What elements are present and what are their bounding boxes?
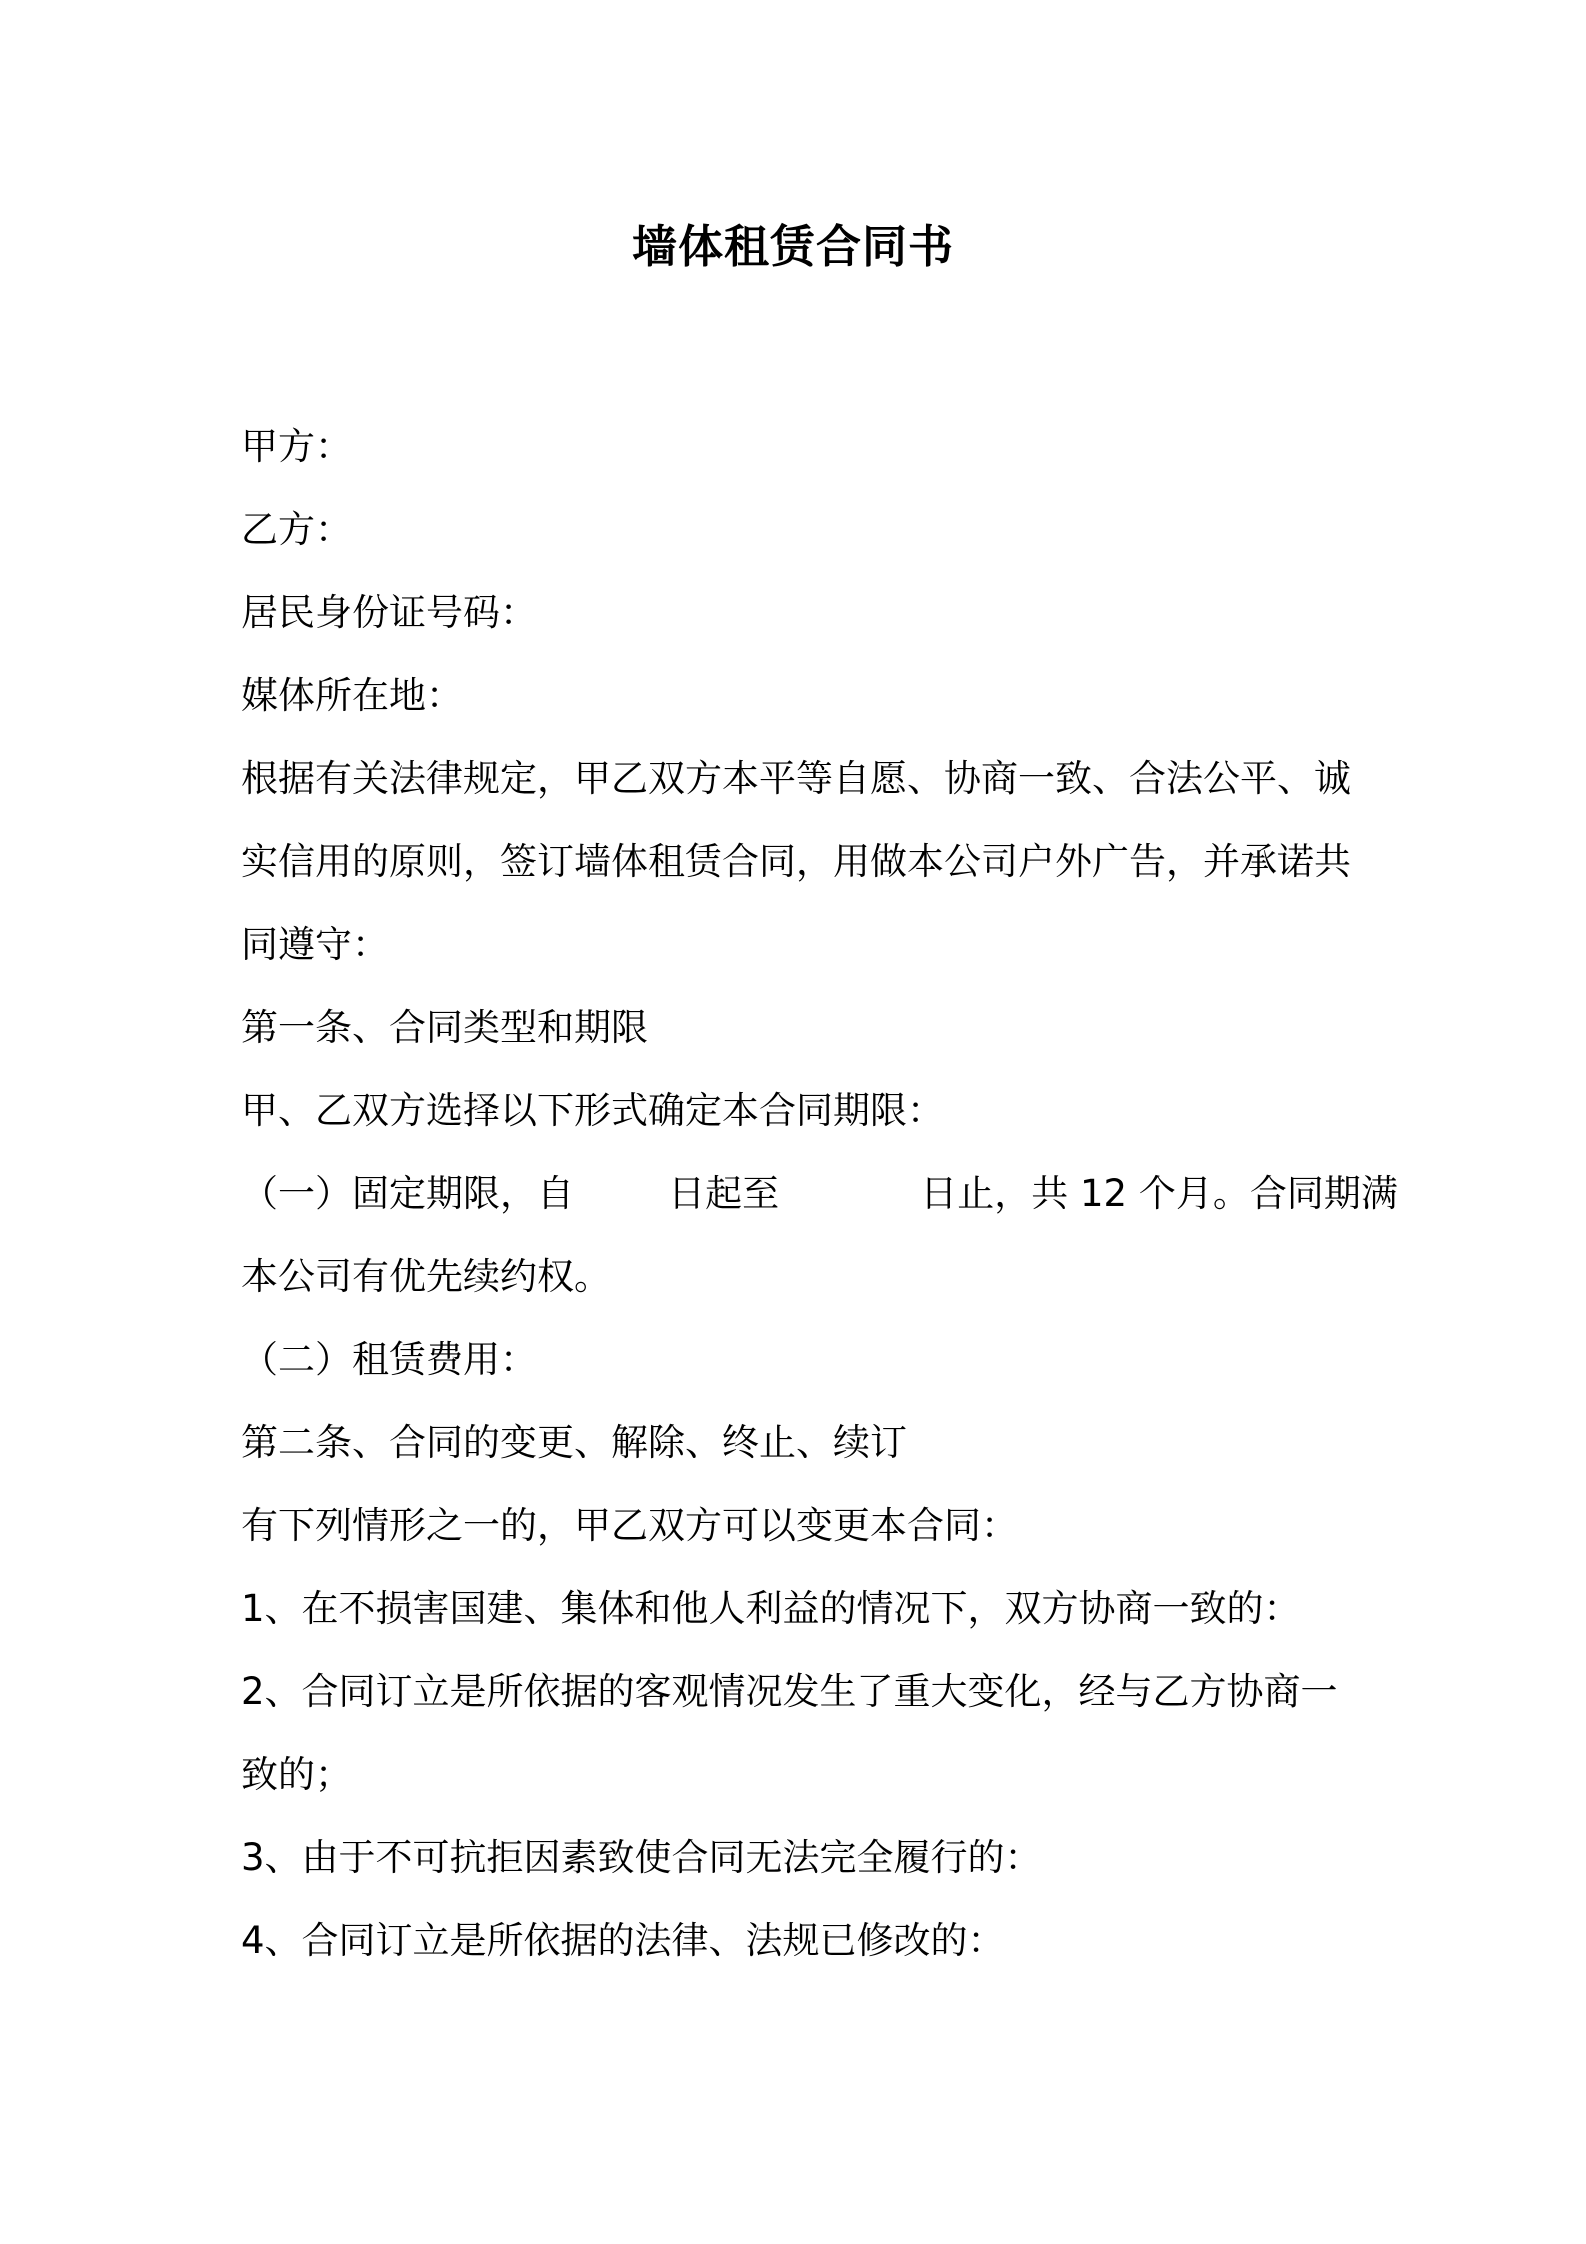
- party-a-line: 甲方：: [241, 425, 352, 468]
- rental-fee-line: （二）租赁费用：: [241, 1338, 537, 1381]
- paragraph-line: 有下列情形之一的，甲乙双方可以变更本合同：: [241, 1504, 1018, 1547]
- list-item: 1、在不损害国建、集体和他人利益的情况下，双方协商一致的：: [241, 1587, 1301, 1630]
- list-item: 致的；: [241, 1753, 352, 1796]
- media-location-line: 媒体所在地：: [241, 674, 463, 717]
- list-item: 2、合同订立是所依据的客观情况发生了重大变化，经与乙方协商一: [241, 1670, 1338, 1713]
- document-body: [241, 405, 1398, 1982]
- id-number-line: 居民身份证号码：: [241, 591, 537, 634]
- paragraph-line: （一）固定期限，自 日起至 日止，共 12 个月。合同期满: [241, 1172, 1398, 1215]
- article-1-heading: 第一条、合同类型和期限: [241, 1006, 648, 1049]
- preamble-line: 根据有关法律规定，甲乙双方本平等自愿、协商一致、合法公平、诚: [241, 757, 1351, 800]
- paragraph-line: 甲、乙双方选择以下形式确定本合同期限：: [241, 1089, 944, 1132]
- preamble-line: 同遵守：: [241, 923, 389, 966]
- paragraph-line: 本公司有优先续约权。: [241, 1255, 611, 1298]
- party-b-line: 乙方：: [241, 508, 352, 551]
- document-title: 墙体租赁合同书: [631, 220, 954, 273]
- article-2-heading: 第二条、合同的变更、解除、终止、续订: [241, 1421, 907, 1464]
- list-item: 3、由于不可抗拒因素致使合同无法完全履行的：: [241, 1836, 1042, 1879]
- preamble-line: 实信用的原则，签订墙体租赁合同，用做本公司户外广告，并承诺共: [241, 840, 1351, 883]
- list-item: 4、合同订立是所依据的法律、法规已修改的：: [241, 1919, 1005, 1962]
